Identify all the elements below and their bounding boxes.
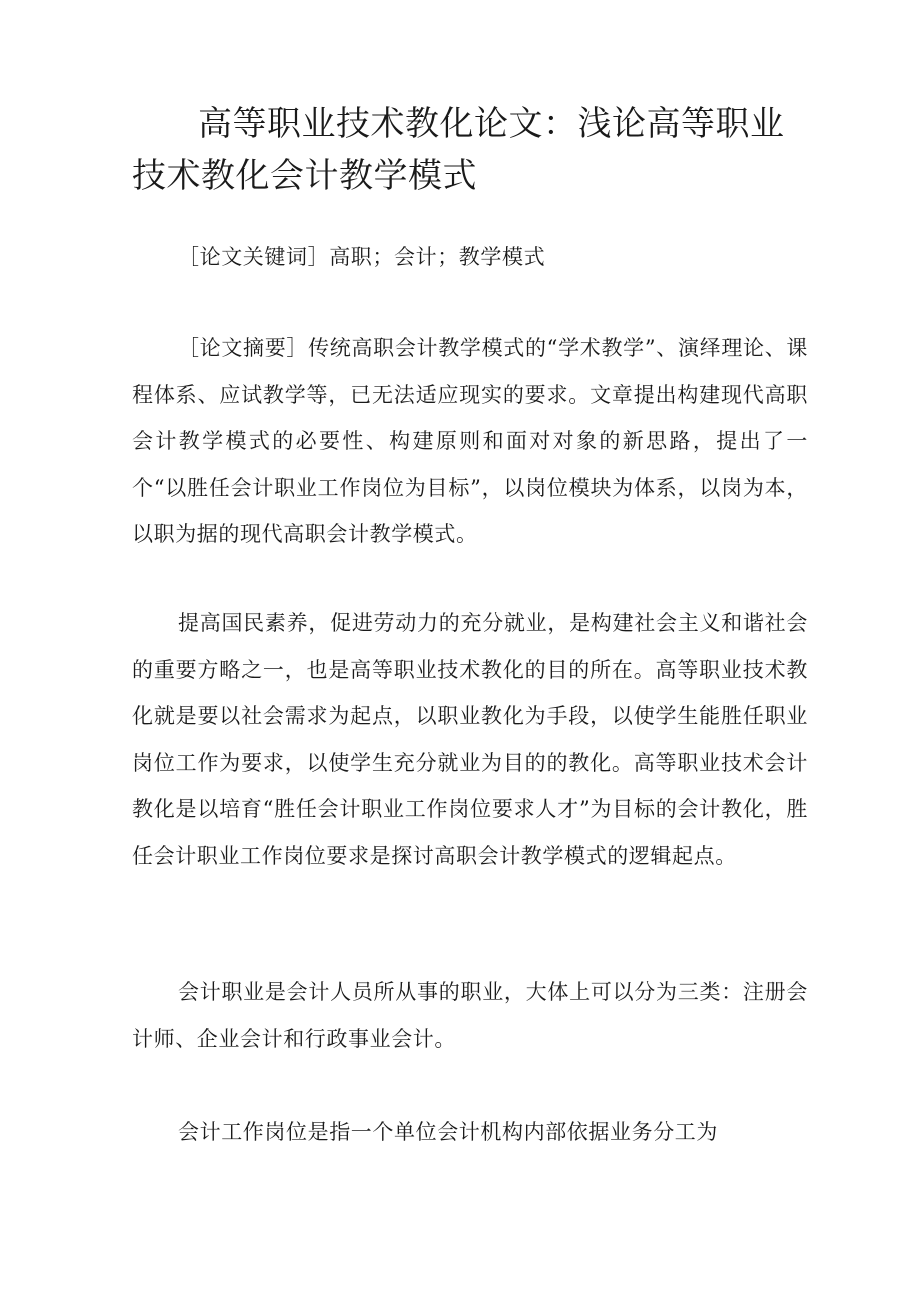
body-paragraph-3: 会计工作岗位是指一个单位会计机构内部依据业务分工为 bbox=[178, 1120, 718, 1144]
abstract-paragraph: ［论文摘要］传统高职会计教学模式的“学术教学”、演绎理论、课程体系、应试教学等，已无法适应现实的要求。文章提出构建现代高职会计教学模式的必要性、构建原则和面对对象的新思路，提出了一个“以胜任会计职业工作岗位为目标”，以岗位模块为体系，以岗为本，以职为据的现代高职会计教学模式。 bbox=[132, 336, 808, 546]
body-paragraph-1: 提高国民素养，促进劳动力的充分就业，是构建社会主义和谐社会的重要方略之一，也是高等职业技术教化的目的所在。高等职业技术教化就是要以社会需求为起点，以职业教化为手段，以使学生能胜任职业岗位工作为要求，以使学生充分就业为目的的教化。高等职业技术会计教化是以培育“胜任会计职业工作岗位要求人才”为目标的会计教化，胜任会计职业工作岗位要求是探讨高职会计教学模式的逻辑起点。 bbox=[132, 611, 808, 868]
keywords-paragraph: ［论文关键词］高职；会计；教学模式 bbox=[178, 245, 546, 269]
body-paragraph-2: 会计职业是会计人员所从事的职业，大体上可以分为三类：注册会计师、企业会计和行政事业会计。 bbox=[132, 980, 808, 1051]
document-title: 高等职业技术教化论文：浅论高等职业技术教化会计教学模式 bbox=[132, 104, 785, 196]
